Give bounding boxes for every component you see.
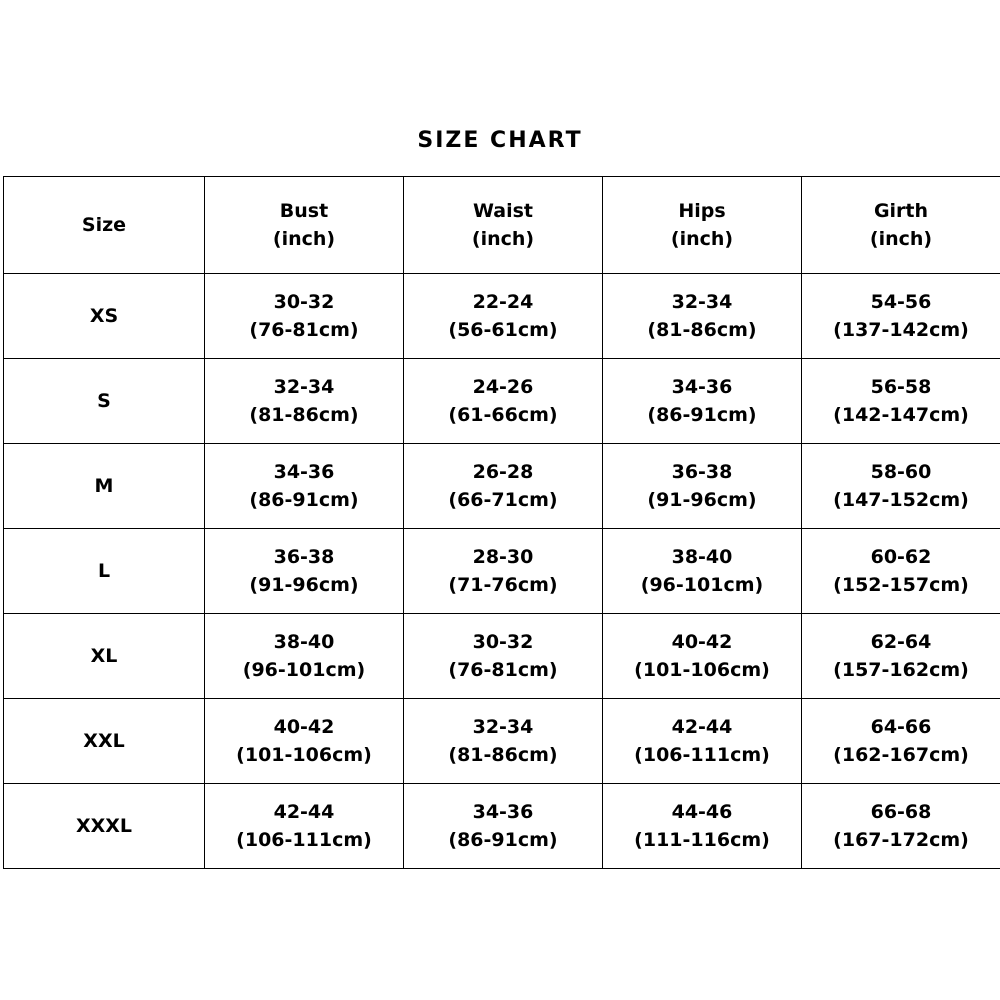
column-header-size	[4, 177, 205, 274]
girth-cm: (147-152cm)	[833, 489, 969, 511]
bust-inch: 32-34	[273, 376, 335, 398]
table-row	[4, 784, 1000, 869]
cell-waist	[404, 699, 603, 784]
girth-cm: (157-162cm)	[833, 659, 969, 681]
cell-waist	[404, 444, 603, 529]
cell-girth	[802, 529, 1000, 614]
hips-cm: (101-106cm)	[634, 659, 770, 681]
hips-inch: 36-38	[671, 461, 733, 483]
size-label: XL	[90, 645, 118, 667]
waist-inch: 26-28	[472, 461, 534, 483]
size-label: M	[94, 475, 114, 497]
cell-girth	[802, 614, 1000, 699]
cell-bust	[205, 274, 404, 359]
cell-size	[4, 614, 205, 699]
waist-inch: 22-24	[472, 291, 534, 313]
column-header-girth-label: Girth	[873, 200, 929, 222]
cell-size	[4, 359, 205, 444]
size-chart-table-wrapper	[3, 176, 997, 869]
hips-inch: 40-42	[671, 631, 733, 653]
hips-cm: (111-116cm)	[634, 829, 770, 851]
table-row	[4, 274, 1000, 359]
waist-cm: (76-81cm)	[448, 659, 558, 681]
waist-cm: (71-76cm)	[448, 574, 558, 596]
waist-inch: 24-26	[472, 376, 534, 398]
hips-inch: 42-44	[671, 716, 733, 738]
waist-inch: 28-30	[472, 546, 534, 568]
girth-cm: (167-172cm)	[833, 829, 969, 851]
cell-waist	[404, 784, 603, 869]
girth-cm: (137-142cm)	[833, 319, 969, 341]
cell-bust	[205, 444, 404, 529]
table-row	[4, 614, 1000, 699]
column-header-waist-unit: (inch)	[471, 228, 535, 250]
girth-inch: 58-60	[870, 461, 932, 483]
hips-cm: (91-96cm)	[647, 489, 757, 511]
cell-waist	[404, 529, 603, 614]
cell-size	[4, 699, 205, 784]
bust-inch: 38-40	[273, 631, 335, 653]
column-header-bust	[205, 177, 404, 274]
bust-cm: (76-81cm)	[249, 319, 359, 341]
table-row	[4, 359, 1000, 444]
waist-cm: (86-91cm)	[448, 829, 558, 851]
hips-inch: 32-34	[671, 291, 733, 313]
girth-inch: 56-58	[870, 376, 932, 398]
cell-bust	[205, 614, 404, 699]
cell-girth	[802, 274, 1000, 359]
bust-cm: (106-111cm)	[236, 829, 372, 851]
waist-cm: (61-66cm)	[448, 404, 558, 426]
cell-hips	[603, 444, 802, 529]
girth-cm: (162-167cm)	[833, 744, 969, 766]
cell-girth	[802, 784, 1000, 869]
table-row	[4, 699, 1000, 784]
cell-size	[4, 274, 205, 359]
column-header-size-label: Size	[81, 214, 127, 236]
waist-cm: (56-61cm)	[448, 319, 558, 341]
cell-waist	[404, 359, 603, 444]
bust-inch: 30-32	[273, 291, 335, 313]
girth-inch: 64-66	[870, 716, 932, 738]
cell-hips	[603, 784, 802, 869]
column-header-girth-unit: (inch)	[869, 228, 933, 250]
cell-hips	[603, 359, 802, 444]
bust-inch: 36-38	[273, 546, 335, 568]
girth-inch: 66-68	[870, 801, 932, 823]
hips-cm: (81-86cm)	[647, 319, 757, 341]
cell-waist	[404, 274, 603, 359]
waist-cm: (66-71cm)	[448, 489, 558, 511]
table-header-row	[4, 177, 1000, 274]
size-label: L	[97, 560, 111, 582]
girth-cm: (142-147cm)	[833, 404, 969, 426]
girth-inch: 54-56	[870, 291, 932, 313]
size-label: S	[97, 390, 111, 412]
hips-inch: 44-46	[671, 801, 733, 823]
cell-size	[4, 784, 205, 869]
girth-inch: 62-64	[870, 631, 932, 653]
column-header-hips	[603, 177, 802, 274]
cell-bust	[205, 699, 404, 784]
waist-inch: 34-36	[472, 801, 534, 823]
cell-hips	[603, 529, 802, 614]
waist-inch: 32-34	[472, 716, 534, 738]
cell-hips	[603, 699, 802, 784]
cell-size	[4, 529, 205, 614]
column-header-waist-label: Waist	[472, 200, 533, 222]
bust-cm: (86-91cm)	[249, 489, 359, 511]
bust-inch: 34-36	[273, 461, 335, 483]
column-header-waist	[404, 177, 603, 274]
size-label: XS	[89, 305, 119, 327]
cell-bust	[205, 784, 404, 869]
girth-inch: 60-62	[870, 546, 932, 568]
column-header-hips-unit: (inch)	[670, 228, 734, 250]
size-chart-table	[3, 176, 1000, 869]
hips-cm: (106-111cm)	[634, 744, 770, 766]
hips-inch: 38-40	[671, 546, 733, 568]
column-header-girth	[802, 177, 1000, 274]
column-header-bust-label: Bust	[279, 200, 329, 222]
hips-inch: 34-36	[671, 376, 733, 398]
bust-cm: (81-86cm)	[249, 404, 359, 426]
cell-girth	[802, 359, 1000, 444]
size-label: XXL	[83, 730, 125, 752]
waist-cm: (81-86cm)	[448, 744, 558, 766]
column-header-hips-label: Hips	[678, 200, 726, 222]
size-label: XXXL	[75, 815, 133, 837]
hips-cm: (96-101cm)	[640, 574, 764, 596]
cell-hips	[603, 614, 802, 699]
cell-girth	[802, 444, 1000, 529]
bust-cm: (91-96cm)	[249, 574, 359, 596]
bust-cm: (101-106cm)	[236, 744, 372, 766]
cell-waist	[404, 614, 603, 699]
cell-hips	[603, 274, 802, 359]
girth-cm: (152-157cm)	[833, 574, 969, 596]
cell-girth	[802, 699, 1000, 784]
cell-bust	[205, 359, 404, 444]
table-row	[4, 444, 1000, 529]
bust-inch: 40-42	[273, 716, 335, 738]
cell-size	[4, 444, 205, 529]
bust-cm: (96-101cm)	[242, 659, 366, 681]
hips-cm: (86-91cm)	[647, 404, 757, 426]
column-header-bust-unit: (inch)	[272, 228, 336, 250]
page-title: SIZE CHART	[417, 128, 583, 153]
waist-inch: 30-32	[472, 631, 534, 653]
cell-bust	[205, 529, 404, 614]
table-row	[4, 529, 1000, 614]
bust-inch: 42-44	[273, 801, 335, 823]
